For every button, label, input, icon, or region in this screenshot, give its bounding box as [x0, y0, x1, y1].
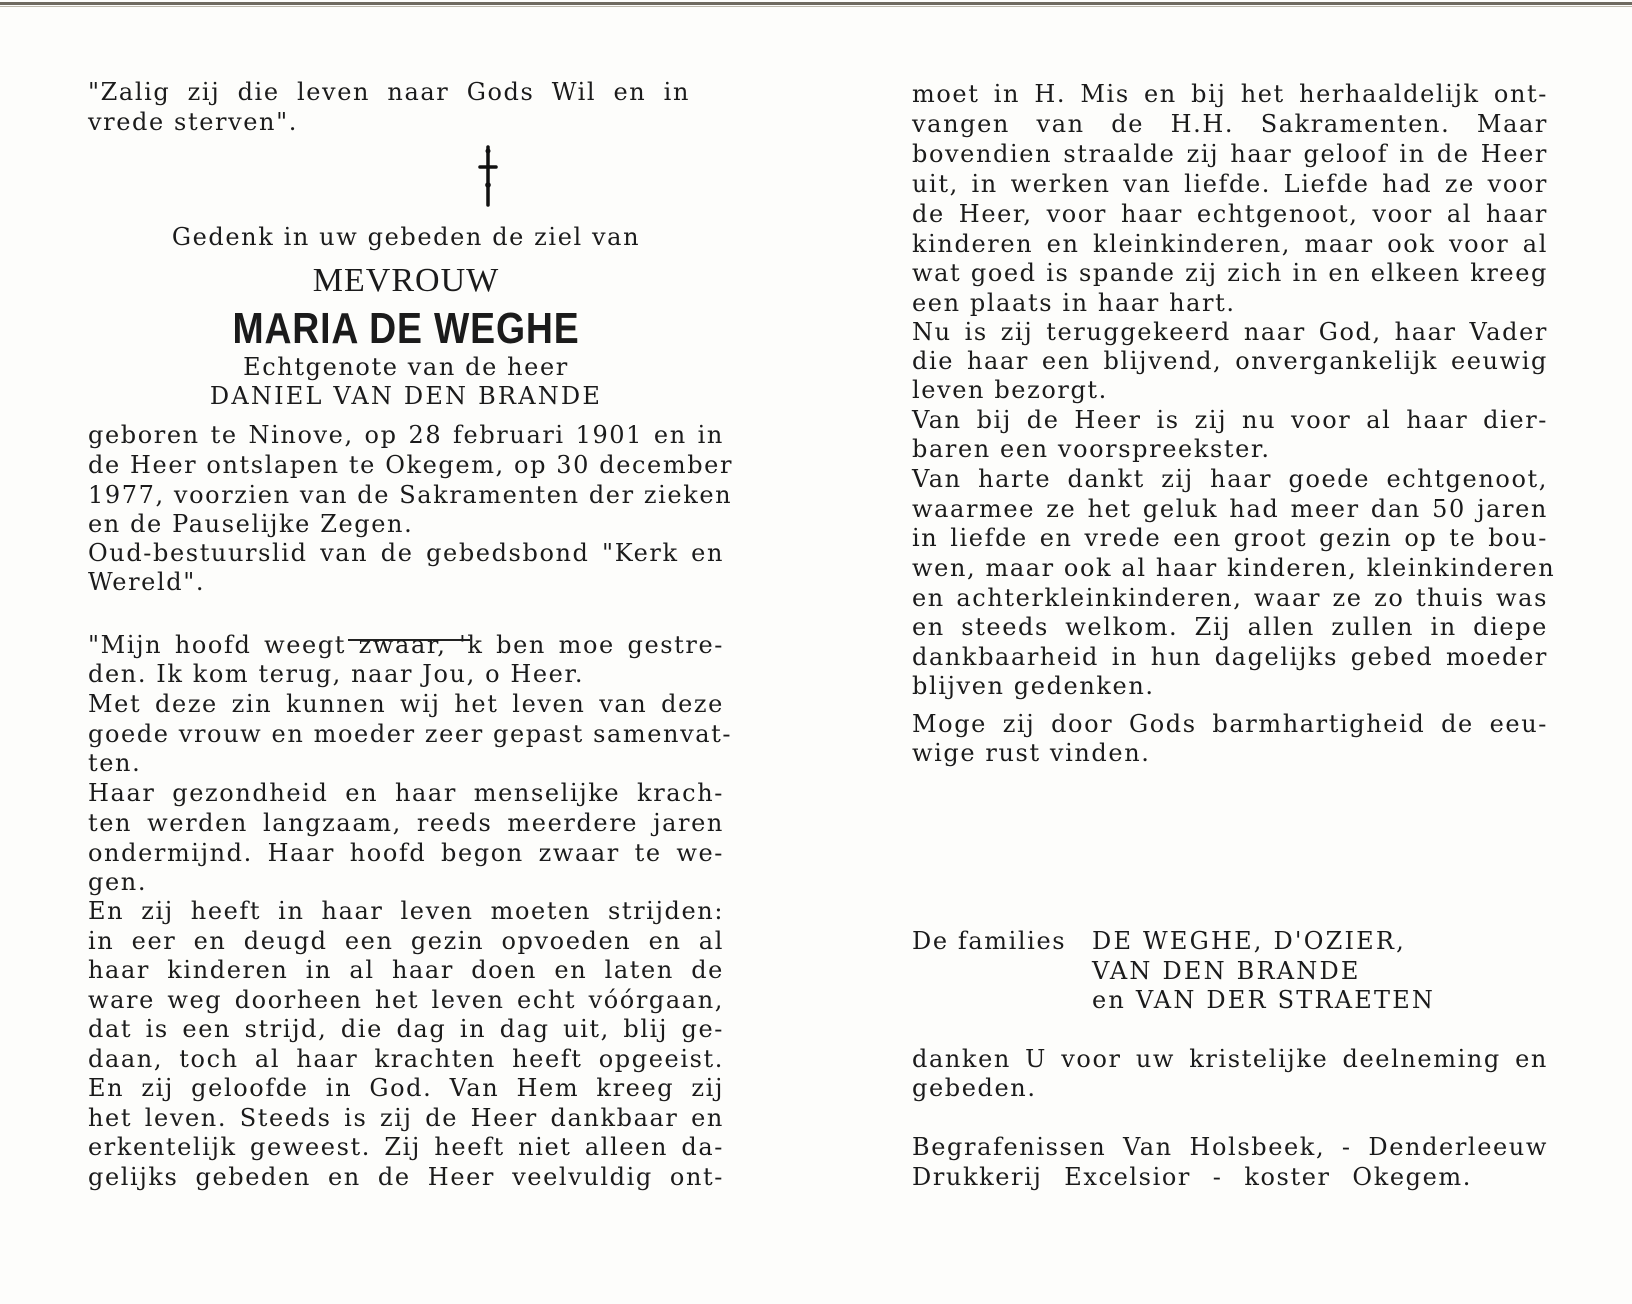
text-line: ten.: [88, 749, 142, 777]
family-name: en VAN DER STRAETEN: [1092, 986, 1436, 1014]
text-line: en achterkleinkinderen, waar ze zo thuis was: [912, 584, 1548, 612]
spouse-intro: Echtgenote van de heer: [243, 353, 569, 381]
text-line: Haar gezondheid en haar menselijke krach-: [88, 779, 724, 807]
text-line: het leven. Steeds is zij de Heer dankbaar en: [88, 1104, 724, 1132]
text-line: Met deze zin kunnen wij het leven van deze: [88, 690, 724, 718]
families-intro: De families: [912, 927, 1067, 955]
biography-line: 1977, voorzien van de Sakramenten der zieken: [88, 481, 733, 509]
text-line: daan, toch al haar krachten heeft opgeeist.: [88, 1045, 724, 1073]
text-line: ware weg doorheen het leven echt vóórgaan,: [88, 986, 724, 1014]
text-line: gelijks gebeden en de Heer veelvuldig ont-: [88, 1163, 724, 1191]
text-line: ten werden langzaam, reeds meerdere jaren: [88, 809, 724, 837]
text-line: Van bij de Heer is zij nu voor al haar dier-: [912, 406, 1548, 434]
biography-line: de Heer ontslapen te Okegem, op 30 december: [88, 451, 734, 479]
poem-line: "Mijn hoofd weegt zwaar, 'k ben moe gestre-: [88, 631, 724, 659]
text-line: en steeds welkom. Zij allen zullen in diepe: [912, 613, 1548, 641]
text-line: wat goed is spande zij zich in en elkeen kreeg: [912, 259, 1548, 287]
text-line: En zij heeft in haar leven moeten strijden:: [88, 897, 724, 925]
deceased-name: MARIA DE WEGHE: [232, 304, 580, 353]
text-line: die haar een blijvend, onvergankelijk eeuwig: [912, 347, 1548, 375]
text-line: bovendien straalde zij haar geloof in de Heer: [912, 140, 1548, 168]
thanks-line: gebeden.: [912, 1074, 1037, 1102]
text-line: baren een voorspreekster.: [912, 435, 1271, 463]
text-line: leven bezorgt.: [912, 376, 1108, 404]
text-line: wen, maar ook al haar kinderen, kleinkinderen: [912, 554, 1556, 582]
text-line: goede vrouw en moeder zeer gepast samenvat-: [88, 720, 733, 748]
motto-line: vrede sterven".: [88, 108, 298, 136]
closing-line: Moge zij door Gods barmhartigheid de eeu-: [912, 710, 1548, 738]
family-name: VAN DEN BRANDE: [1092, 957, 1361, 985]
credits-line: Drukkerij Excelsior - koster Okegem.: [912, 1163, 1472, 1191]
text-line: haar kinderen in al haar doen en laten de: [88, 956, 724, 984]
thanks-line: danken U voor uw kristelijke deelneming en: [912, 1045, 1548, 1073]
text-line: moet in H. Mis en bij het herhaaldelijk ont-: [912, 80, 1548, 108]
card-top-edge: [0, 2, 1632, 5]
spouse-name: DANIEL VAN DEN BRANDE: [209, 382, 603, 410]
text-line: dat is een strijd, die dag in dag uit, blij ge-: [88, 1015, 724, 1043]
poem-line: den. Ik kom terug, naar Jou, o Heer.: [88, 660, 585, 688]
remember-intro: Gedenk in uw gebeden de ziel van: [171, 223, 641, 251]
text-line: kinderen en kleinkinderen, maar ook voor al: [912, 230, 1548, 258]
text-line: een plaats in haar hart.: [912, 289, 1236, 317]
text-line: Van harte dankt zij haar goede echtgenoot,: [912, 465, 1548, 493]
closing-line: wige rust vinden.: [912, 739, 1151, 767]
text-line: erkentelijk geweest. Zij heeft niet alleen da-: [88, 1133, 724, 1161]
family-name: DE WEGHE, D'OZIER,: [1092, 927, 1406, 955]
text-line: de Heer, voor haar echtgenoot, voor al haar: [912, 200, 1548, 228]
biography-line: geboren te Ninove, op 28 februari 1901 en in: [88, 421, 724, 449]
text-line: gen.: [88, 868, 148, 896]
credits-line: Begrafenissen Van Holsbeek, - Denderleeuw: [912, 1133, 1548, 1161]
cross-icon: [476, 145, 500, 207]
biography-line: Wereld".: [88, 568, 206, 596]
text-line: dankbaarheid in hun dagelijks gebed moeder: [912, 643, 1548, 671]
text-line: waarmee ze het geluk had meer dan 50 jaren: [912, 495, 1548, 523]
text-line: vangen van de H.H. Sakramenten. Maar: [912, 110, 1548, 138]
text-line: in eer en deugd een gezin opvoeden en al: [88, 927, 724, 955]
text-line: in liefde en vrede een groot gezin op te bou-: [912, 524, 1548, 552]
text-line: ondermijnd. Haar hoofd begon zwaar te we-: [88, 839, 724, 867]
biography-line: Oud-bestuurslid van de gebedsbond "Kerk en: [88, 539, 724, 567]
text-line: uit, in werken van liefde. Liefde had ze voor: [912, 170, 1548, 198]
card-top-edge-shadow: [0, 6, 1632, 7]
biography-line: en de Pauselijke Zegen.: [88, 510, 414, 538]
motto-line: "Zalig zij die leven naar Gods Wil en in: [88, 78, 690, 106]
text-line: blijven gedenken.: [912, 672, 1155, 700]
deceased-title: MEVROUW: [312, 262, 500, 299]
text-line: Nu is zij teruggekeerd naar God, haar Vader: [912, 318, 1548, 346]
text-line: En zij geloofde in God. Van Hem kreeg zij: [88, 1074, 724, 1102]
